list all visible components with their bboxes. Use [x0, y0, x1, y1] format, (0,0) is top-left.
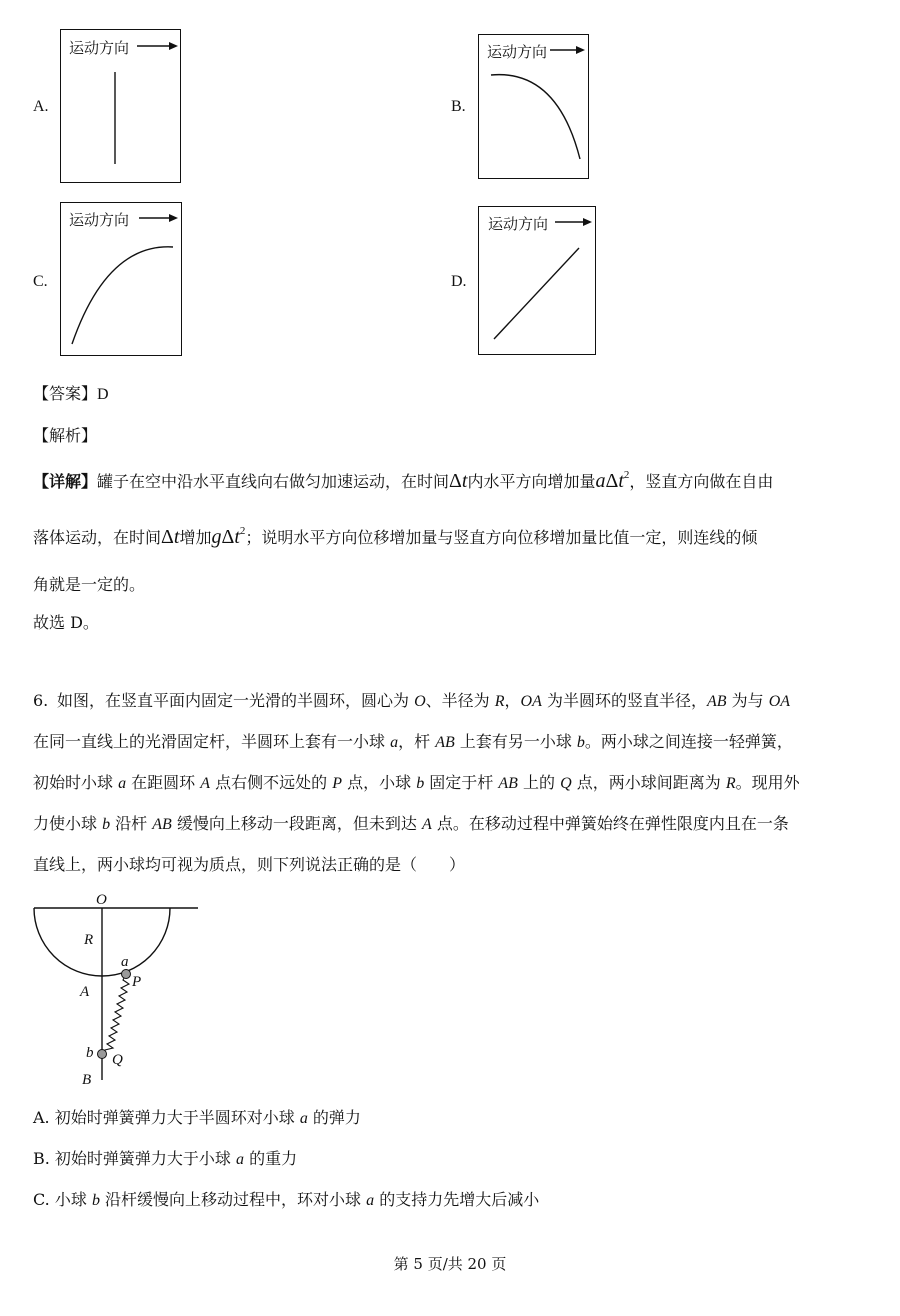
option-a-letter: A. — [33, 98, 49, 115]
label-P: P — [132, 974, 142, 990]
arrow-head — [169, 214, 178, 222]
question-6-figure — [20, 888, 210, 1098]
label-O: O — [96, 892, 107, 908]
option-c-drawing — [61, 203, 183, 357]
trace-upward-curve — [72, 247, 173, 344]
label-R: R — [84, 932, 94, 948]
question-stem-line: 初始时小球 a 在距圆环 A 点右侧不远处的 P 点，小球 b 固定于杆 AB 上的 Q 点，两小球间距离为 R。现用外 — [33, 773, 800, 792]
option-d-figure — [478, 206, 596, 355]
detail-line-2: 落体运动，在时间Δt增加gΔt$^2$；说明水平方向位移增加量与竖直方向位移增加量比值一定，则连线的倾 — [33, 525, 758, 548]
motion-direction-label: 运动方向 — [488, 215, 549, 233]
motion-direction-label: 运动方向 — [487, 43, 548, 61]
option-a-drawing — [61, 30, 182, 184]
trace-diagonal-line — [494, 248, 579, 339]
option-a-figure — [60, 29, 181, 183]
detail-line-1: 【详解】罐子在空中沿水平直线向右做匀加速运动，在时间Δt内水平方向增加量aΔt$^2$，竖直方向做在自由 — [33, 469, 774, 492]
option-c-letter: C. — [33, 273, 48, 290]
arrow-head — [169, 42, 178, 50]
option-b-figure — [478, 34, 589, 179]
arrow-head — [576, 46, 585, 54]
answer-label: 【答案】 — [33, 384, 98, 403]
option-c-figure — [60, 202, 182, 356]
answer-value: D — [97, 386, 109, 403]
trace-downward-curve — [491, 75, 580, 159]
motion-direction-label: 运动方向 — [69, 211, 130, 229]
option-d-drawing — [479, 207, 597, 356]
answer-choice-b[interactable]: B. 初始时弹簧弹力大于小球 a 的重力 — [33, 1149, 298, 1168]
detail-label: 【详解】 — [33, 472, 98, 491]
question-stem-line: 在同一直线上的光滑固定杆，半圆环上套有一小球 a，杆 AB 上套有另一小球 b。两小球之间连接一轻弹簧， — [33, 732, 793, 751]
page-footer: 第 5 页/共 20 页 — [393, 1255, 507, 1273]
option-b-drawing — [479, 35, 590, 180]
question-stem-line: 直线上，两小球均可视为质点，则下列说法正确的是（ ） — [33, 855, 466, 874]
label-A: A — [80, 984, 90, 1000]
question-number: 6. — [33, 691, 49, 710]
detail-line-3: 角就是一定的。 — [33, 575, 146, 594]
answer-choice-c[interactable]: C. 小球 b 沿杆缓慢向上移动过程中，环对小球 a 的支持力先增大后减小 — [33, 1190, 540, 1209]
label-B: B — [82, 1072, 92, 1088]
ball-b — [98, 1050, 107, 1059]
motion-direction-label: 运动方向 — [69, 39, 130, 57]
option-d-letter: D. — [451, 273, 467, 290]
detail-conclusion: 故选 D。 — [33, 613, 99, 632]
question-stem-line: 如图，在竖直平面内固定一光滑的半圆环，圆心为 O、半径为 R，OA 为半圆环的竖直半径，AB 为与 OA — [57, 691, 791, 710]
label-b: b — [86, 1045, 94, 1061]
question-stem-line: 力使小球 b 沿杆 AB 缓慢向上移动一段距离，但未到达 A 点。在移动过程中弹簧始终在弹性限度内且在一条 — [33, 814, 789, 833]
label-a: a — [121, 954, 129, 970]
answer-line — [33, 386, 109, 403]
analysis-label: 【解析】 — [33, 426, 98, 445]
arrow-head — [583, 218, 592, 226]
spring — [102, 974, 129, 1054]
option-b-letter: B. — [451, 98, 466, 115]
label-Q: Q — [112, 1052, 123, 1068]
answer-choice-a[interactable]: A. 初始时弹簧弹力大于半圆环对小球 a 的弹力 — [33, 1108, 361, 1127]
